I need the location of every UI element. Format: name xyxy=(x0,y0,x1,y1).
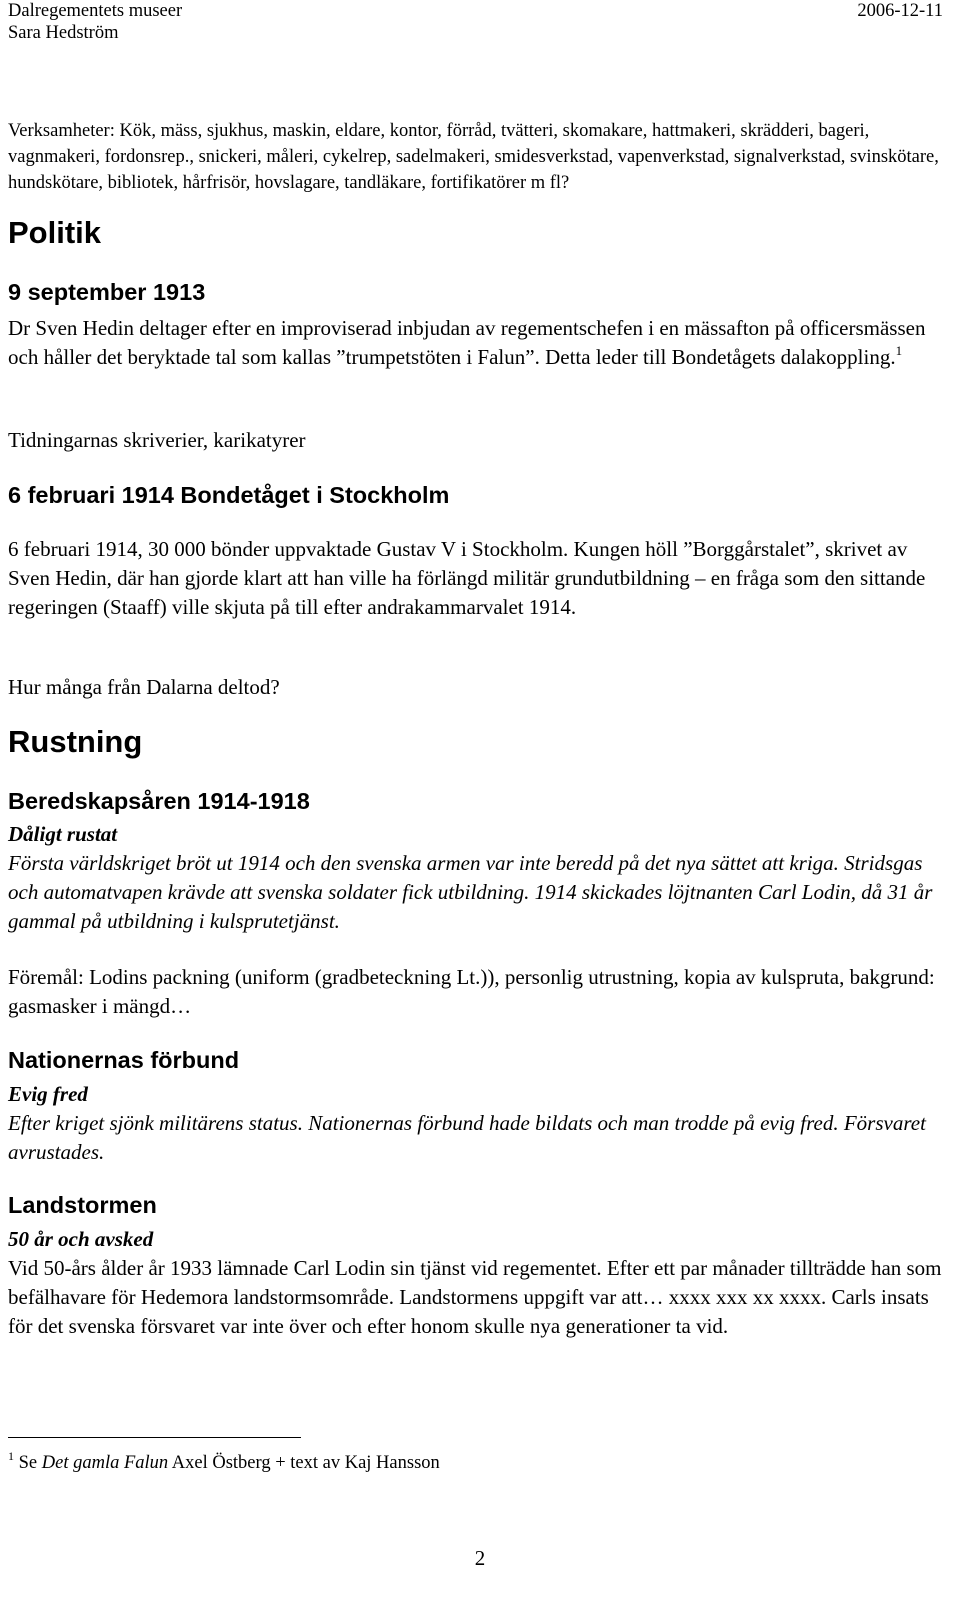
hedin-paragraph xyxy=(8,314,943,372)
page-number: 2 xyxy=(474,1546,486,1570)
subheading-bondetaget: 6 februari 1914 Bondetåget i Stockholm xyxy=(8,482,450,508)
section-heading-rustning: Rustning xyxy=(8,724,143,759)
label-50-ar-och-avsked: 50 år och avsked xyxy=(8,1227,154,1251)
tidningarna-paragraph: Tidningarnas skriverier, karikatyrer xyxy=(8,428,306,452)
landstormen-paragraph: Vid 50-års ålder år 1933 lämnade Carl Lodin sin tjänst vid regementet. Efter ett par månader tillträdde han som befälhavare för Hedemora landstormsområde. Landstormens uppgift var att… xxxx xxx xx xxxx. Carls insats för det svenska försvaret var inte över och efter honom skulle nya generationer ta vid. xyxy=(8,1256,942,1338)
hedin-paragraph-text: Dr Sven Hedin deltager efter en improviserad inbjudan av regementschefen i en mässafton på officersmässen och håller det beryktade tal som kallas ”trumpetstöten i Falun”. Detta leder till Bondetågets dalakoppling. xyxy=(8,316,926,369)
subheading-landstormen: Landstormen xyxy=(8,1192,157,1218)
subheading-9-september-1913: 9 september 1913 xyxy=(8,279,206,305)
label-evig-fred: Evig fred xyxy=(8,1082,88,1106)
footnote xyxy=(8,1450,440,1476)
footnote-post: Axel Östberg + text av Kaj Hansson xyxy=(171,1453,440,1473)
header-author: Sara Hedström xyxy=(8,23,119,43)
nationernas-paragraph: Efter kriget sjönk militärens status. Nationernas förbund hade bildats och man trodde på evig fred. Försvaret avrustades. xyxy=(8,1111,926,1164)
footnote-book-title: Det gamla Falun xyxy=(41,1453,169,1473)
verksamheter-paragraph: Verksamheter: Kök, mäss, sjukhus, maskin, eldare, kontor, förråd, tvätteri, skomakare, hattmakeri, skrädderi, bageri, vagnmakeri, fordonsrep., snickeri, måleri, cykelrep, sadelmakeri, smidesverkstad, vapenverkstad, signalverkstad, svinskötare, hundskötare, bibliotek, hårfrisör, hovslagare, tandläkare, fortifikatörer m fl? xyxy=(8,121,939,193)
beredskap-paragraph: Första världskriget bröt ut 1914 och den svenska armen var inte beredd på det nya sättet att kriga. Stridsgas och automatvapen krävde att svenska soldater fick utbildning. 1914 skickades löjtnanten Carl Lodin, då 31 år gammal på utbildning i kulsprutetjänst. xyxy=(8,851,933,933)
bondetaget-paragraph: 6 februari 1914, 30 000 bönder uppvaktade Gustav V i Stockholm. Kungen höll ”Borggårstalet”, skrivet av Sven Hedin, där han gjorde klart att han ville ha förlängd militär grundutbildning – en fråga som den sittande regeringen (Staaff) ville skjuta på till efter andrakammarvalet 1914. xyxy=(8,537,926,619)
foremal-paragraph: Föremål: Lodins packning (uniform (gradbeteckning Lt.)), personlig utrustning, kopia av kulspruta, bakgrund: gasmasker i mängd… xyxy=(8,965,935,1018)
footnote-number: 1 xyxy=(8,1449,14,1463)
header-organization: Dalregementets museer xyxy=(8,1,183,21)
header-date: 2006-12-11 xyxy=(857,1,943,21)
footnote-separator xyxy=(8,1437,301,1438)
section-heading-politik: Politik xyxy=(8,215,102,250)
subheading-beredskapsaren: Beredskapsåren 1914-1918 xyxy=(8,788,310,814)
subheading-nationernas-forbund: Nationernas förbund xyxy=(8,1047,240,1073)
question-paragraph: Hur många från Dalarna deltod? xyxy=(8,675,280,699)
label-daligt-rustat: Dåligt rustat xyxy=(8,822,118,846)
footnote-reference[interactable]: 1 xyxy=(895,343,903,358)
footnote-pre: Se xyxy=(18,1453,38,1473)
